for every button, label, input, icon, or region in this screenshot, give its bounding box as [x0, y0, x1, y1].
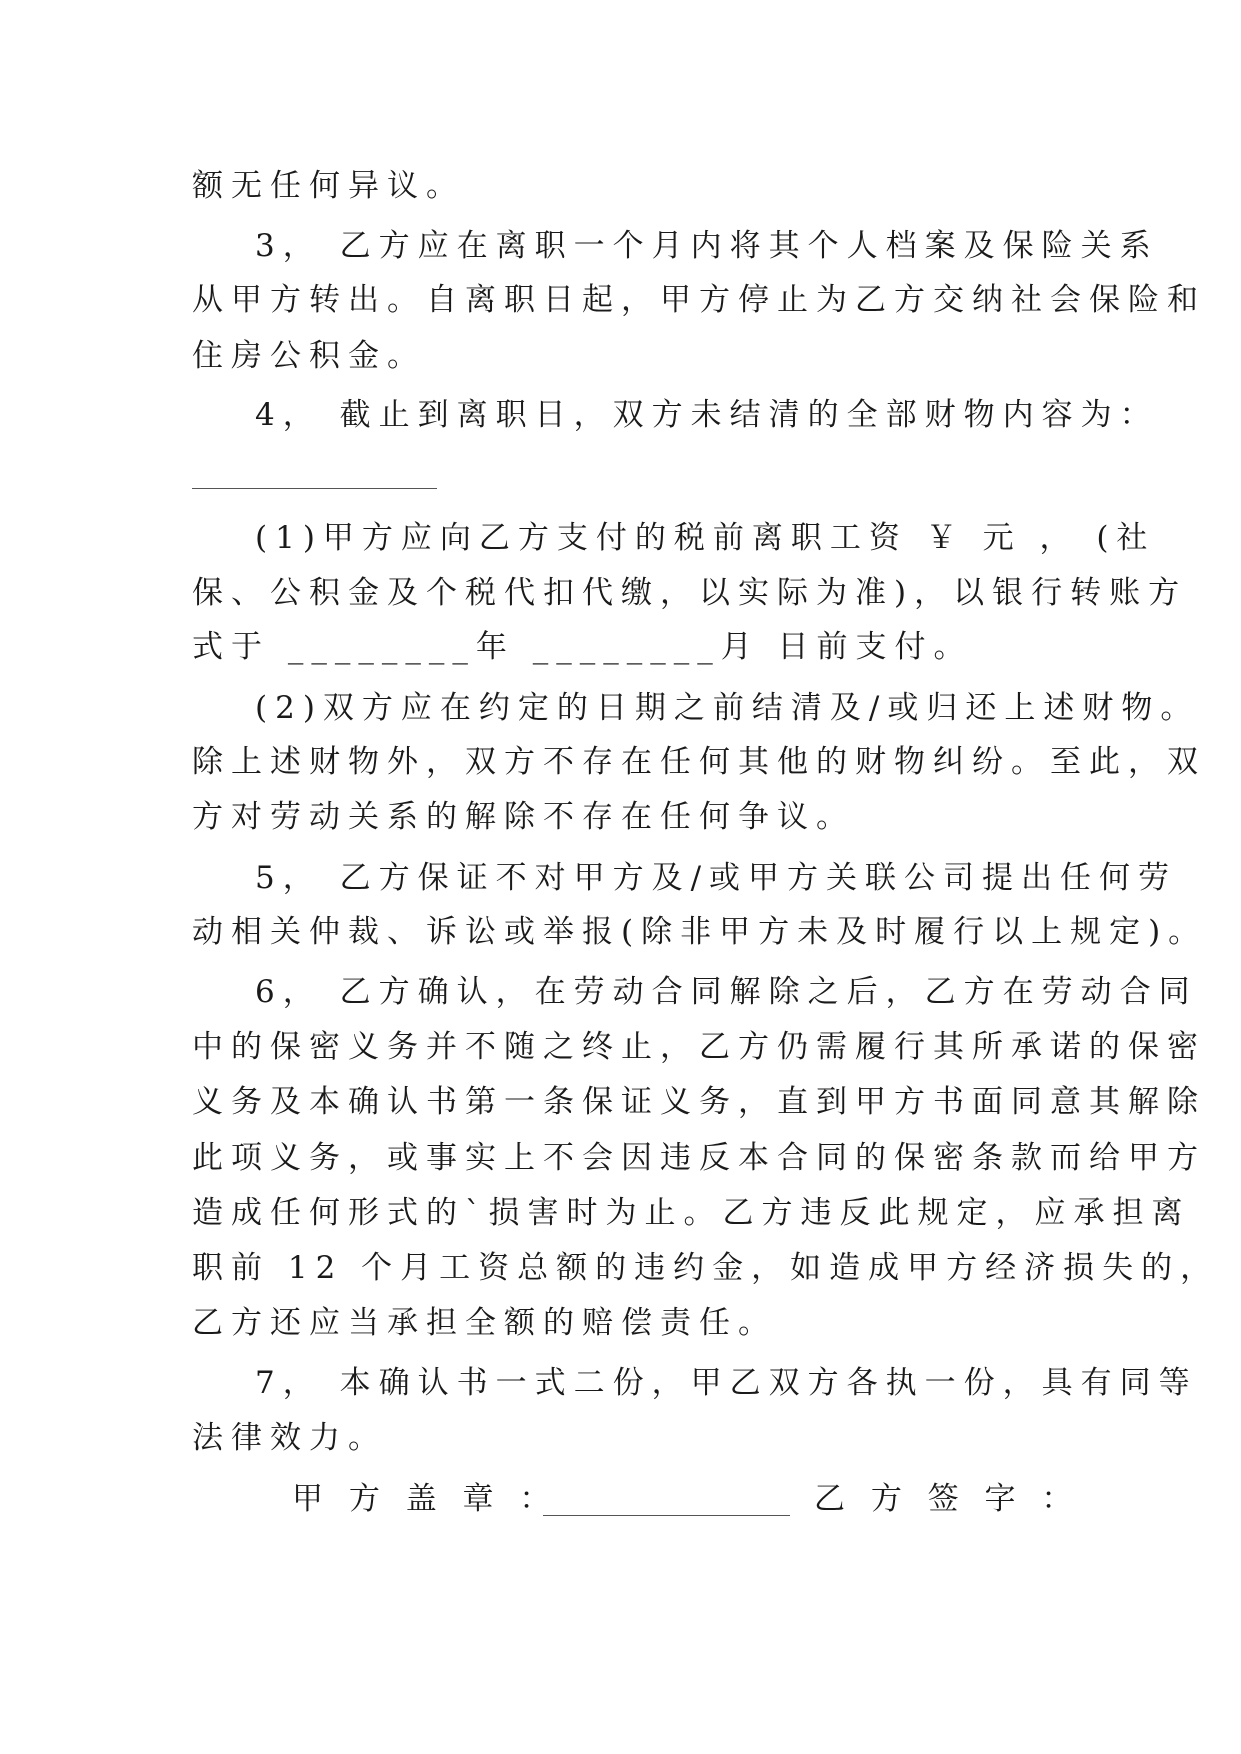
text-line: 除上述财物外，双方不存在任何其他的财物纠纷。至此，双	[192, 744, 1206, 780]
text-line: 法律效力。	[192, 1420, 387, 1456]
text-line: 职前 12 个月工资总额的违约金，如造成甲方经济损失的，	[192, 1250, 1220, 1286]
text-line: 从甲方转出。自离职日起，甲方停止为乙方交纳社会保险和	[192, 282, 1206, 318]
clause-7: 7， 本确认书一式二份，甲乙双方各执一份，具有同等	[255, 1365, 1198, 1401]
text-line: 乙方还应当承担全额的赔偿责任。	[192, 1305, 777, 1341]
blank-underline	[192, 488, 437, 489]
text-line: 保、公积金及个税代扣代缴，以实际为准)，以银行转账方	[192, 575, 1188, 611]
clause-6: 6， 乙方确认，在劳动合同解除之后，乙方在劳动合同	[255, 974, 1198, 1010]
text-line: 式于 ________年 ________月 日前支付。	[192, 629, 973, 665]
party-a-seal-label: 甲 方 盖 章 ：	[292, 1481, 559, 1517]
item-1: (1)甲方应向乙方支付的税前离职工资 ￥ 元 ， (社	[255, 520, 1156, 556]
clause-5: 5， 乙方保证不对甲方及/或甲方关联公司提出任何劳	[255, 860, 1178, 896]
clause-4: 4， 截止到离职日，双方未结清的全部财物内容为：	[255, 397, 1159, 433]
text-line: 方对劳动关系的解除不存在任何争议。	[192, 799, 855, 835]
text-line: 额无任何异议。	[192, 168, 465, 204]
party-b-signature-label: 乙 方 签 字 ：	[814, 1481, 1081, 1517]
clause-3: 3， 乙方应在离职一个月内将其个人档案及保险关系	[255, 228, 1159, 264]
item-2: (2)双方应在约定的日期之前结清及/或归还上述财物。	[255, 690, 1200, 726]
text-line: 住房公积金。	[192, 338, 426, 374]
text-line: 义务及本确认书第一条保证义务，直到甲方书面同意其解除	[192, 1084, 1206, 1120]
text-line: 造成任何形式的`损害时为止。乙方违反此规定，应承担离	[192, 1195, 1191, 1231]
text-line: 中的保密义务并不随之终止，乙方仍需履行其所承诺的保密	[192, 1029, 1206, 1065]
text-line: 此项义务，或事实上不会因违反本合同的保密条款而给甲方	[192, 1140, 1206, 1176]
party-a-seal-blank	[543, 1515, 790, 1516]
text-line: 动相关仲裁、诉讼或举报(除非甲方未及时履行以上规定)。	[192, 914, 1208, 950]
